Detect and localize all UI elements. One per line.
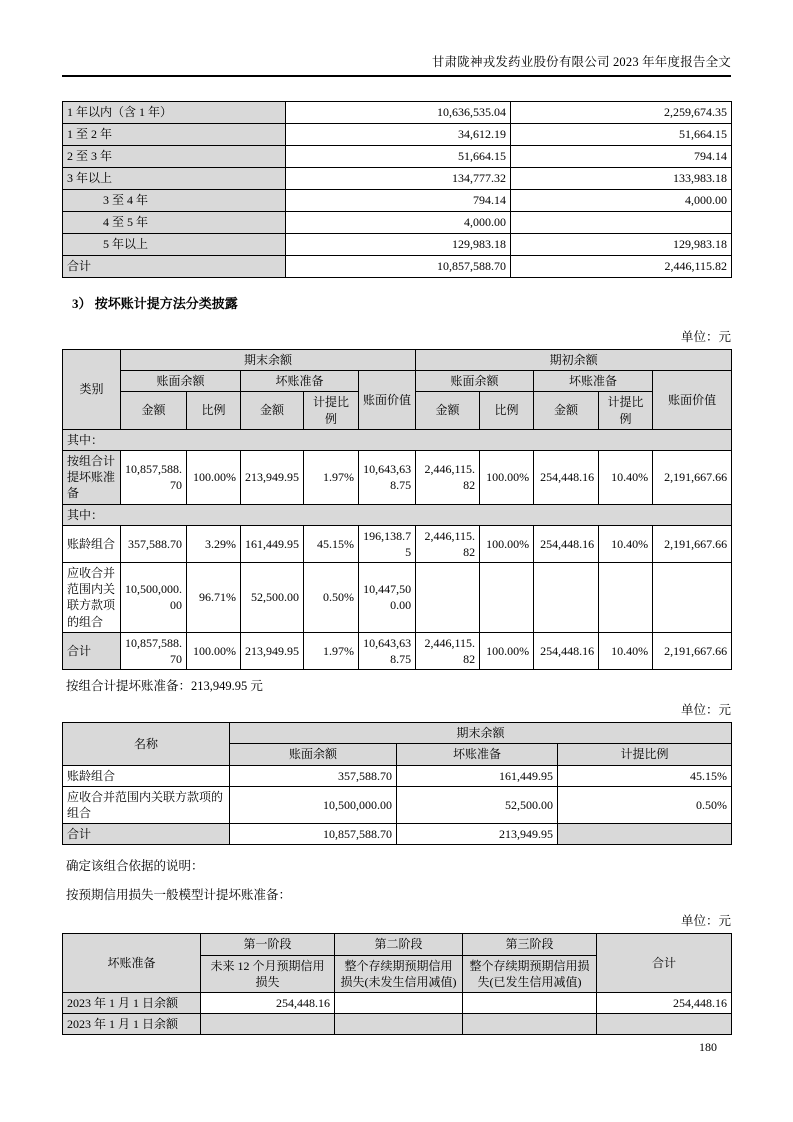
- row-label: 账龄组合: [63, 765, 230, 786]
- cell-value: 254,448.16: [534, 525, 599, 562]
- ending-value: 10,857,588.70: [286, 256, 511, 278]
- cell-value: 161,449.95: [241, 525, 304, 562]
- table-row: [63, 102, 732, 124]
- beginning-value: 4,000.00: [511, 190, 732, 212]
- unit-label: 单位：元: [680, 330, 731, 344]
- ending-value: 51,664.15: [286, 146, 511, 168]
- beginning-value: 2,446,115.82: [511, 256, 732, 278]
- cell-value: 10,643,638.75: [359, 632, 416, 669]
- provision-note: 按组合计提坏账准备：213,949.95 元: [66, 679, 263, 694]
- table-row-total: [63, 632, 732, 669]
- cell-value: 10,447,500.00: [359, 563, 416, 633]
- unit-label: 单位：元: [680, 703, 731, 718]
- col-header-ending-balance: 期末余额: [121, 350, 416, 371]
- cell-value: 10.40%: [599, 450, 653, 504]
- cell-value: 254,448.16: [534, 632, 599, 669]
- cell-value: 0.50%: [558, 786, 732, 823]
- ending-value: 10,636,535.04: [286, 102, 511, 124]
- col-header-stage3-desc: 整个存续期预期信用损失(已发生信用减值): [463, 955, 597, 992]
- cell-value: 213,949.95: [241, 450, 304, 504]
- cell-value: 45.15%: [304, 525, 359, 562]
- col-header-bad-debt: 坏账准备: [63, 934, 201, 993]
- cell-value: 2,191,667.66: [653, 450, 732, 504]
- row-label: 合计: [63, 824, 230, 845]
- ending-value: 4,000.00: [286, 212, 511, 234]
- cell-value: 10,500,000.00: [121, 563, 187, 633]
- table-row: [63, 450, 732, 504]
- beginning-value: 2,259,674.35: [511, 102, 732, 124]
- cell-value: 2,191,667.66: [653, 632, 732, 669]
- table-row: [63, 563, 732, 633]
- cell-value: 100.00%: [480, 450, 534, 504]
- row-label: 4 至 5 年: [63, 212, 286, 234]
- table-row-total: [63, 256, 732, 278]
- aging-analysis-table: [62, 101, 732, 278]
- beginning-value: 51,664.15: [511, 124, 732, 146]
- col-header-category: 类别: [63, 350, 121, 430]
- section-heading: 3） 按坏账计提方法分类披露: [72, 296, 238, 311]
- col-header-book-value: 账面价值: [359, 371, 416, 430]
- cell-value: 2,446,115.82: [416, 450, 480, 504]
- cell-value: [653, 563, 732, 633]
- cell-value: 10,500,000.00: [230, 786, 397, 823]
- subtotal-divider-row: [63, 504, 732, 525]
- unit-label: 单位：元: [680, 914, 731, 929]
- beginning-value: 794.14: [511, 146, 732, 168]
- beginning-value: 133,983.18: [511, 168, 732, 190]
- subtotal-divider-row: [63, 429, 732, 450]
- row-label: 合计: [63, 256, 286, 278]
- table-row: [63, 525, 732, 562]
- table-row: [63, 168, 732, 190]
- col-header-beginning-balance: 期初余额: [416, 350, 732, 371]
- cell-value: 52,500.00: [397, 786, 558, 823]
- cell-value: 213,949.95: [241, 632, 304, 669]
- cell-value: [416, 563, 480, 633]
- cell-value: 10,857,588.70: [121, 450, 187, 504]
- among-which-label: 其中：: [63, 504, 732, 525]
- header-row: [63, 934, 732, 955]
- col-header-book-value: 账面价值: [653, 371, 732, 430]
- col-header-ratio: 比例: [187, 392, 241, 429]
- cell-value: 3.29%: [187, 525, 241, 562]
- ending-value: 34,612.19: [286, 124, 511, 146]
- cell-value: 254,448.16: [201, 992, 335, 1013]
- ending-value: 794.14: [286, 190, 511, 212]
- beginning-value: [511, 212, 732, 234]
- row-label: 1 至 2 年: [63, 124, 286, 146]
- ending-value: 134,777.32: [286, 168, 511, 190]
- among-which-label: 其中：: [63, 429, 732, 450]
- table-row: [63, 124, 732, 146]
- cell-value: 357,588.70: [230, 765, 397, 786]
- col-header-ratio: 比例: [480, 392, 534, 429]
- col-header-provision-ratio: 计提比例: [599, 392, 653, 429]
- row-label: 按组合计提坏账准备: [63, 450, 121, 504]
- page-number: 180: [699, 1040, 717, 1054]
- table-row: [63, 212, 732, 234]
- col-header-provision-ratio: 计提比例: [558, 744, 732, 765]
- row-label: 3 年以上: [63, 168, 286, 190]
- row-label: 2023 年 1 月 1 日余额: [63, 992, 201, 1013]
- cell-value: [335, 992, 463, 1013]
- cell-value: 254,448.16: [534, 450, 599, 504]
- header-row: [63, 723, 732, 744]
- cell-value: 196,138.75: [359, 525, 416, 562]
- col-header-book-balance: 账面余额: [416, 371, 534, 392]
- combination-basis-note: 确定该组合依据的说明：: [66, 859, 204, 874]
- col-header-amount: 金额: [416, 392, 480, 429]
- cell-value: [597, 1014, 732, 1035]
- cell-value: 2,446,115.82: [416, 525, 480, 562]
- cell-value: 1.97%: [304, 450, 359, 504]
- row-label: 合计: [63, 632, 121, 669]
- cell-value: 213,949.95: [397, 824, 558, 845]
- cell-value: [534, 563, 599, 633]
- cell-value: [480, 563, 534, 633]
- cell-value: 357,588.70: [121, 525, 187, 562]
- cell-value: 0.50%: [304, 563, 359, 633]
- cell-value: 100.00%: [187, 450, 241, 504]
- table-row: [63, 786, 732, 823]
- cell-value: [201, 1014, 335, 1035]
- cell-value: 10,857,588.70: [230, 824, 397, 845]
- ecl-model-table: [62, 933, 732, 1035]
- portfolio-provision-table: [62, 722, 732, 845]
- row-label: 应收合并范围内关联方款项的组合: [63, 563, 121, 633]
- cell-value: [463, 992, 597, 1013]
- col-header-book-balance: 账面余额: [121, 371, 241, 392]
- row-label: 3 至 4 年: [63, 190, 286, 212]
- cell-value: 2,191,667.66: [653, 525, 732, 562]
- row-label: 2023 年 1 月 1 日余额: [63, 1014, 201, 1035]
- cell-value: [599, 563, 653, 633]
- col-header-stage1-desc: 未来 12 个月预期信用损失: [201, 955, 335, 992]
- cell-value: 10.40%: [599, 525, 653, 562]
- cell-value: 254,448.16: [597, 992, 732, 1013]
- col-header-stage1: 第一阶段: [201, 934, 335, 955]
- col-header-book-balance: 账面余额: [230, 744, 397, 765]
- table-row: [63, 765, 732, 786]
- table-row: [63, 146, 732, 168]
- ending-value: 129,983.18: [286, 234, 511, 256]
- row-label: 应收合并范围内关联方款项的组合: [63, 786, 230, 823]
- ecl-model-note: 按预期信用损失一般模型计提坏账准备：: [66, 888, 292, 903]
- col-header-stage2-desc: 整个存续期预期信用损失(未发生信用减值): [335, 955, 463, 992]
- beginning-value: 129,983.18: [511, 234, 732, 256]
- col-header-name: 名称: [63, 723, 230, 765]
- col-header-ending-balance: 期末余额: [230, 723, 732, 744]
- row-label: 账龄组合: [63, 525, 121, 562]
- col-header-provision-ratio: 计提比例: [304, 392, 359, 429]
- table-row: [63, 234, 732, 256]
- cell-value: 2,446,115.82: [416, 632, 480, 669]
- cell-value: 10,643,638.75: [359, 450, 416, 504]
- table-row: [63, 992, 732, 1013]
- row-label: 2 至 3 年: [63, 146, 286, 168]
- header-row: [63, 371, 732, 392]
- document-header-title: 甘肃陇神戎发药业股份有限公司 2023 年年度报告全文: [62, 52, 731, 77]
- cell-value: 100.00%: [187, 632, 241, 669]
- col-header-stage2: 第二阶段: [335, 934, 463, 955]
- provision-method-table: [62, 349, 732, 670]
- table-row-total: [63, 824, 732, 845]
- cell-value: 10.40%: [599, 632, 653, 669]
- cell-value: 52,500.00: [241, 563, 304, 633]
- col-header-bad-debt: 坏账准备: [397, 744, 558, 765]
- col-header-bad-debt: 坏账准备: [241, 371, 359, 392]
- table-row: [63, 1014, 732, 1035]
- col-header-total: 合计: [597, 934, 732, 993]
- cell-value: 10,857,588.70: [121, 632, 187, 669]
- table-row: [63, 190, 732, 212]
- row-label: 1 年以内（含 1 年）: [63, 102, 286, 124]
- cell-value: [463, 1014, 597, 1035]
- col-header-amount: 金额: [121, 392, 187, 429]
- header-row: [63, 350, 732, 371]
- col-header-stage3: 第三阶段: [463, 934, 597, 955]
- cell-value: [335, 1014, 463, 1035]
- cell-value: 100.00%: [480, 632, 534, 669]
- cell-value: [558, 824, 732, 845]
- cell-value: 1.97%: [304, 632, 359, 669]
- cell-value: 96.71%: [187, 563, 241, 633]
- cell-value: 161,449.95: [397, 765, 558, 786]
- col-header-amount: 金额: [241, 392, 304, 429]
- cell-value: 100.00%: [480, 525, 534, 562]
- cell-value: 45.15%: [558, 765, 732, 786]
- col-header-bad-debt: 坏账准备: [534, 371, 653, 392]
- col-header-amount: 金额: [534, 392, 599, 429]
- row-label: 5 年以上: [63, 234, 286, 256]
